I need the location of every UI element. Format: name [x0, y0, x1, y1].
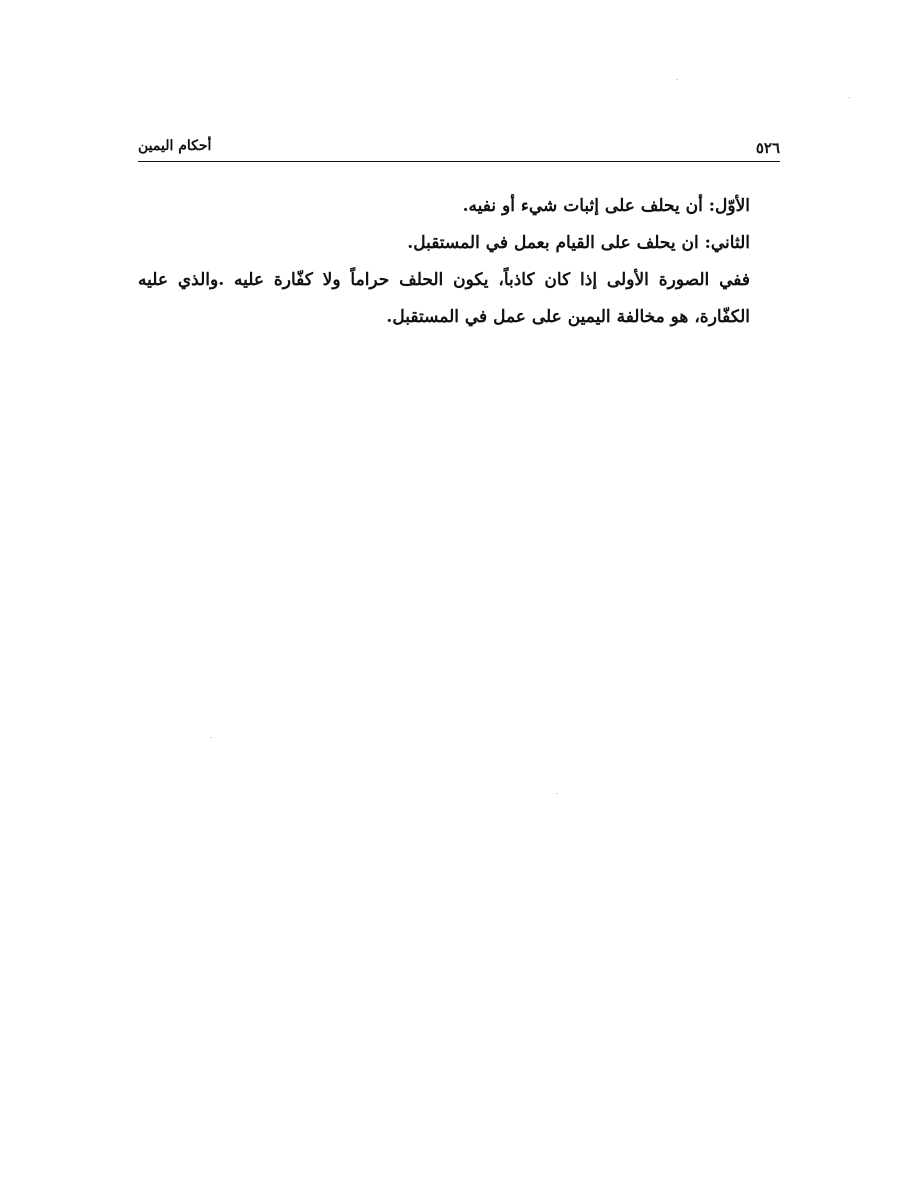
- paragraph-second-case: الثاني: ان يحلف على القيام بعمل في المستقبل.: [407, 233, 750, 253]
- scan-speck: [210, 737, 212, 738]
- scan-speck: [556, 793, 558, 794]
- page-header: [138, 136, 780, 160]
- scan-speck: [848, 97, 850, 98]
- running-title: أحكام اليمين: [138, 138, 212, 154]
- paragraph-first-case: الأوّل: أن يحلف على إثبات شيء أو نفيه.: [462, 196, 750, 216]
- body-text: [138, 188, 750, 336]
- paragraph-ruling: ففي الصورة الأولى إذا كان كاذباً، يكون الحلف حراماً ولا كفّارة عليه .والذي عليه الكفّارة، هو مخالفة اليمين على عمل في المستقبل.: [138, 270, 750, 327]
- header-rule: [138, 161, 780, 162]
- scan-speck: [676, 79, 678, 80]
- page-number: ٥٢٦: [755, 139, 780, 157]
